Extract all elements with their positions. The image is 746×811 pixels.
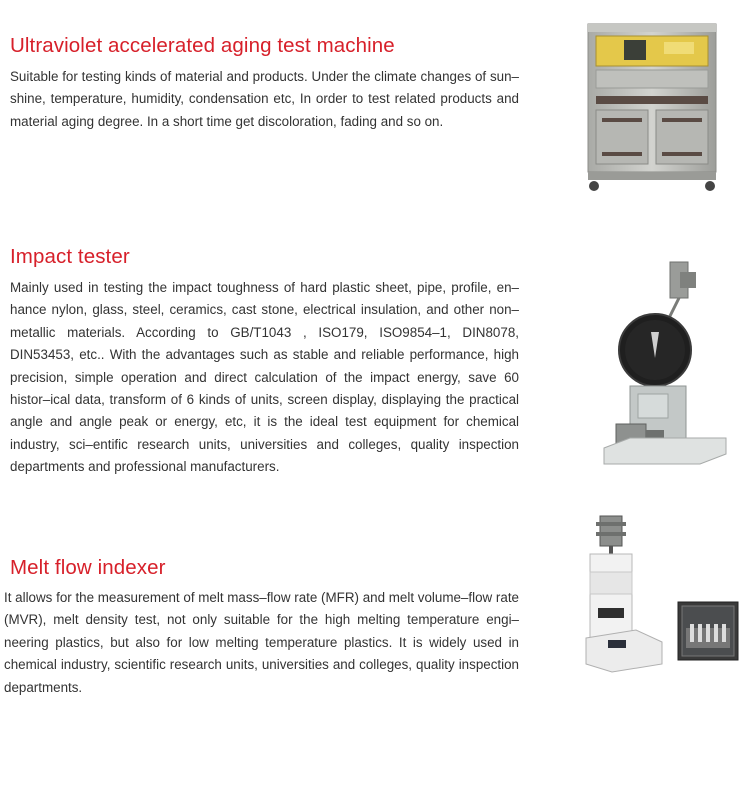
melt-flow-indexer-image — [582, 512, 740, 674]
product-title: Ultraviolet accelerated aging test machine — [10, 34, 395, 57]
uv-aging-chamber-image — [576, 14, 724, 196]
product-title: Impact tester — [10, 245, 130, 268]
product-description: Mainly used in testing the impact toughness of hard plastic sheet, pipe, profile, en–hance nylon, glass, steel, ceramics, cast stone, electrical insulation, and other non–metallic materials. According to GB/T1043 , ISO179, ISO9854–1, DIN8078, DIN53453, etc.. With the advantages such as stable and reliable performance, high precision, simple operation and direct calculation of the impact energy, save 60 histor–ical data, transform of 6 kinds of units, screen display, displaying the practical angle and angle peak or energy, etc, it is the ideal test equipment for chemical industry, sci–entific research units, universities and colleges, quality inspection departments and professional manufacturers. — [10, 280, 519, 475]
pendulum-impact-tester-image — [600, 258, 730, 466]
product-title: Melt flow indexer — [10, 556, 166, 579]
product-description: Suitable for testing kinds of material and products. Under the climate changes of sun–shine, temperature, humidity, condensation etc, In order to test related products and material aging degree. In a short time get discoloration, fading and so on. — [10, 69, 519, 129]
product-description: It allows for the measurement of melt mass–flow rate (MFR) and melt volume–flow rate (MVR), melt density test, not only suitable for the high melting temperature engi–neering plastics, but also for low melting temperature plastics. It is widely used in chemical industry, scientific research units, universities and colleges, quality inspection departments. — [4, 590, 519, 695]
